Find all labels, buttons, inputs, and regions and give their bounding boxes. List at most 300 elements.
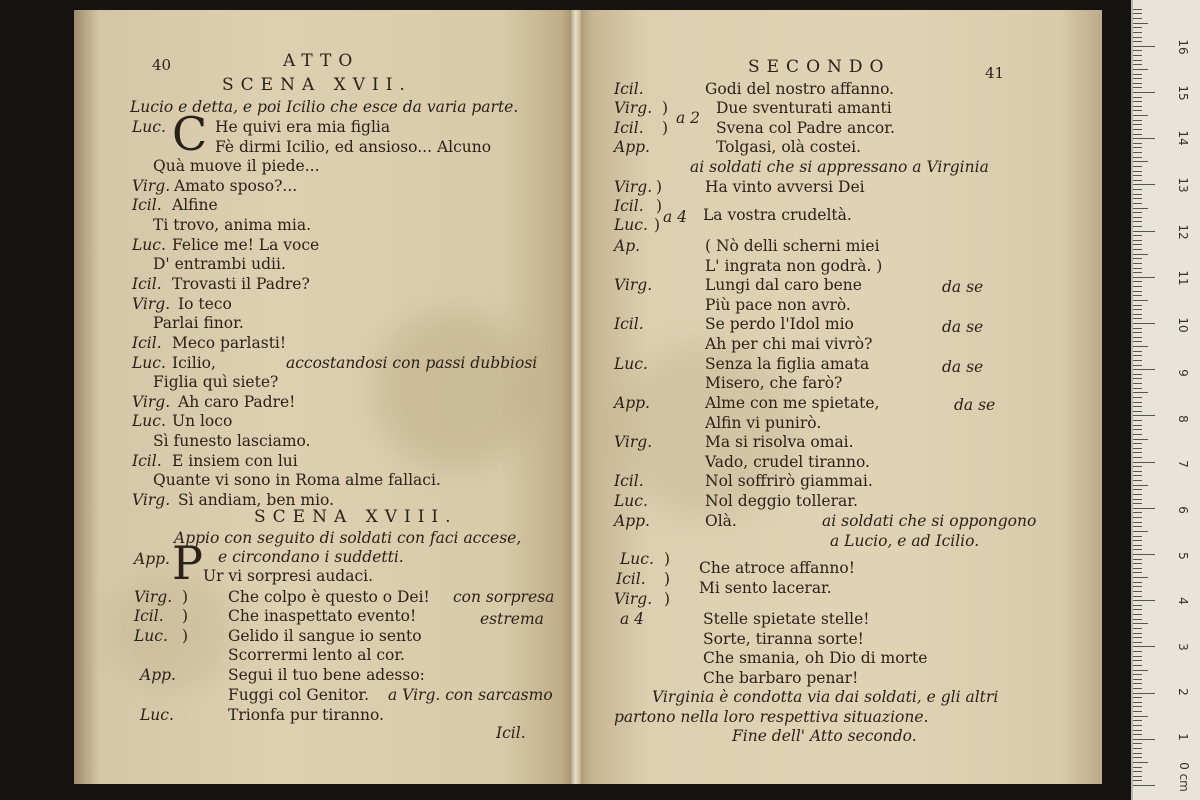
- ruler-tick: [1133, 129, 1142, 130]
- verse-line: Alfin vi punirò.: [705, 414, 822, 432]
- ruler-tick: [1133, 18, 1142, 19]
- verse-line: Vado, crudel tiranno.: [705, 453, 870, 471]
- verse-line: Nol soffrirò giammai.: [705, 472, 873, 490]
- ruler-tick: [1133, 392, 1148, 393]
- ruler-number: 8: [1176, 415, 1190, 423]
- ruler-tick: [1133, 489, 1142, 490]
- ruler-tick: [1133, 434, 1142, 435]
- ruler-tick: [1133, 23, 1148, 24]
- ruler-tick: [1133, 203, 1142, 204]
- ruler-tick: [1133, 157, 1142, 158]
- end-of-act: Fine dell' Atto secondo.: [732, 727, 917, 745]
- ensemble-marker: a 4: [663, 208, 688, 226]
- ruler-tick: [1133, 37, 1142, 38]
- ruler-number: 14: [1176, 130, 1190, 146]
- ruler-tick: [1133, 64, 1142, 65]
- ensemble-marker: a 4: [620, 610, 645, 628]
- speaker-label: App.: [614, 138, 650, 156]
- verse-line: Sorte, tiranna sorte!: [703, 630, 864, 648]
- ruler-tick: [1133, 572, 1142, 573]
- ruler-tick: [1133, 60, 1142, 61]
- ruler-tick: [1133, 249, 1142, 250]
- verse-line: Ha vinto avversi Dei: [705, 178, 865, 196]
- speaker-label: Luc.: [614, 355, 648, 373]
- ruler-number: 0 cm: [1177, 762, 1191, 792]
- closing-stage-direction: Virginia è condotta via dai soldati, e gli altri: [652, 688, 999, 706]
- ruler-tick: [1133, 780, 1142, 781]
- ruler-tick: [1133, 55, 1142, 56]
- ruler-tick: [1133, 480, 1142, 481]
- running-header-right: SECONDO: [748, 57, 891, 77]
- verse-line: Due sventurati amanti: [716, 99, 892, 117]
- ruler-tick: [1133, 286, 1142, 287]
- ruler-tick: [1133, 360, 1142, 361]
- ruler-number: 13: [1176, 177, 1190, 193]
- speaker-bracket: ): [182, 607, 189, 625]
- ruler-tick: [1133, 115, 1148, 116]
- speaker-label: Virg.: [132, 295, 171, 313]
- stage-direction-aside: accostandosi con passi dubbiosi: [286, 354, 538, 372]
- ruler-number: 2: [1176, 688, 1190, 696]
- speaker-label: Ap.: [614, 237, 641, 255]
- ruler-tick: [1133, 771, 1142, 772]
- speaker-label: Virg.: [614, 99, 653, 117]
- ruler-tick: [1133, 633, 1142, 634]
- ruler-tick: [1133, 545, 1142, 546]
- ruler-tick: [1133, 272, 1142, 273]
- scene-17-title: SCENA XVII.: [222, 75, 412, 95]
- ruler-tick: [1133, 231, 1155, 232]
- ruler-tick: [1133, 753, 1142, 754]
- ruler-tick: [1133, 679, 1142, 680]
- verse-line: Alfine: [172, 196, 218, 214]
- ruler-tick: [1133, 577, 1148, 578]
- speaker-label: Icil.: [614, 80, 644, 98]
- speaker-label: App.: [140, 666, 176, 684]
- speaker-label: Luc.: [140, 706, 174, 724]
- ruler-tick: [1133, 762, 1148, 763]
- ruler-tick: [1133, 540, 1142, 541]
- verse-line: L' ingrata non godrà. ): [705, 257, 883, 275]
- speaker-bracket: ): [656, 197, 663, 215]
- speaker-label: Luc.: [620, 550, 654, 568]
- verse-line: Meco parlasti!: [172, 334, 287, 352]
- ruler-tick: [1133, 563, 1142, 564]
- speaker-bracket: ): [662, 99, 669, 117]
- ruler-tick: [1133, 92, 1155, 93]
- ruler-tick: [1133, 646, 1155, 647]
- ruler-tick: [1133, 452, 1142, 453]
- ruler-tick: [1133, 688, 1142, 689]
- verse-line: Ur vi sorpresi audaci.: [203, 567, 374, 585]
- ruler-tick: [1133, 365, 1142, 366]
- ruler-tick: [1133, 402, 1142, 403]
- ruler-tick: [1133, 9, 1142, 10]
- verse-line: Ti trovo, anima mia.: [153, 216, 312, 234]
- ruler-tick: [1133, 600, 1155, 601]
- speaker-label: Virg.: [614, 178, 653, 196]
- speaker-label: Luc.: [134, 627, 168, 645]
- ruler-tick: [1133, 258, 1142, 259]
- ruler-tick: [1133, 596, 1142, 597]
- speaker-label: Icil.: [614, 119, 644, 137]
- closing-stage-direction: partono nella loro respettiva situazione.: [614, 708, 929, 726]
- ruler-tick: [1133, 415, 1155, 416]
- scene-18-direction: Appio con seguito di soldati con faci accese,: [174, 529, 522, 547]
- ruler-tick: [1133, 420, 1142, 421]
- speaker-label: Virg.: [134, 588, 173, 606]
- ruler-tick: [1133, 725, 1142, 726]
- ruler-number: 5: [1176, 552, 1190, 560]
- ruler-tick: [1133, 720, 1142, 721]
- ruler-tick: [1133, 531, 1148, 532]
- ruler-tick: [1133, 425, 1142, 426]
- verse-line: Mi sento lacerar.: [699, 579, 832, 597]
- ruler-tick: [1133, 549, 1142, 550]
- ruler-tick: [1133, 457, 1142, 458]
- ruler-tick: [1133, 374, 1142, 375]
- ruler-tick: [1133, 83, 1142, 84]
- measurement-ruler: [1131, 0, 1200, 800]
- ruler-tick: [1133, 475, 1142, 476]
- drop-cap-c: C: [172, 107, 208, 161]
- ruler-tick: [1133, 462, 1155, 463]
- ruler-tick: [1133, 32, 1142, 33]
- speaker-label: Icil.: [132, 275, 162, 293]
- ruler-tick: [1133, 559, 1142, 560]
- ruler-tick: [1133, 369, 1155, 370]
- verse-line: Sì andiam, ben mio.: [178, 491, 335, 509]
- verse-line: Amato sposo?...: [174, 177, 298, 195]
- verse-line: Nol deggio tollerar.: [705, 492, 858, 510]
- ruler-tick: [1133, 110, 1142, 111]
- speaker-bracket: ): [664, 550, 671, 568]
- ruler-tick: [1133, 508, 1155, 509]
- ruler-tick: [1133, 13, 1142, 14]
- ruler-tick: [1133, 767, 1142, 768]
- ruler-tick: [1133, 244, 1142, 245]
- ruler-tick: [1133, 748, 1142, 749]
- running-header-left: ATTO: [283, 51, 360, 71]
- ruler-tick: [1133, 466, 1142, 467]
- verse-line: Felice me! La voce: [172, 236, 320, 254]
- ruler-tick: [1133, 693, 1155, 694]
- drop-cap-p: P: [172, 536, 203, 590]
- ruler-tick: [1133, 586, 1142, 587]
- verse-line: Alme con me spietate,: [705, 394, 880, 412]
- stage-direction-aside: a Virg. con sarcasmo: [388, 686, 553, 704]
- stage-direction-aside: estrema: [480, 610, 544, 628]
- ruler-tick: [1133, 512, 1142, 513]
- ruler-tick: [1133, 124, 1142, 125]
- ruler-tick: [1133, 101, 1142, 102]
- verse-line: Misero, che farò?: [705, 374, 843, 392]
- ruler-tick: [1133, 785, 1155, 786]
- ruler-tick: [1133, 323, 1155, 324]
- ruler-tick: [1133, 106, 1142, 107]
- ruler-number: 10: [1176, 317, 1190, 333]
- ruler-tick: [1133, 328, 1142, 329]
- ruler-tick: [1133, 346, 1148, 347]
- ensemble-marker: a 2: [676, 109, 701, 127]
- speaker-label: App.: [134, 550, 170, 568]
- speaker-label: App.: [614, 394, 650, 412]
- verse-line: Ah per chi mai vivrò?: [705, 335, 873, 353]
- ruler-tick: [1133, 341, 1142, 342]
- page-number-left: 40: [152, 56, 172, 74]
- verse-line: Se perdo l'Idol mio: [705, 315, 854, 333]
- verse-line: Stelle spietate stelle!: [703, 610, 870, 628]
- ruler-tick: [1133, 757, 1142, 758]
- ruler-tick: [1133, 568, 1142, 569]
- ruler-tick: [1133, 74, 1142, 75]
- ruler-tick: [1133, 332, 1142, 333]
- verse-line: Ma si risolva omai.: [705, 433, 854, 451]
- ruler-number: 11: [1176, 270, 1190, 286]
- ruler-tick: [1133, 619, 1142, 620]
- ruler-tick: [1133, 355, 1142, 356]
- speaker-bracket: ): [664, 590, 671, 608]
- speaker-label: Virg.: [132, 177, 171, 195]
- verse-line: He quivi era mia figlia: [215, 118, 391, 136]
- ruler-tick: [1133, 706, 1142, 707]
- verse-line: Segui il tuo bene adesso:: [228, 666, 425, 684]
- ruler-tick: [1133, 582, 1142, 583]
- ruler-tick: [1133, 291, 1142, 292]
- catchword: Icil.: [496, 724, 526, 742]
- verse-line: Lungi dal caro bene: [705, 276, 862, 294]
- ruler-tick: [1133, 716, 1148, 717]
- verse-line: Parlai finor.: [153, 314, 244, 332]
- stage-direction-aside: da se: [954, 396, 996, 414]
- ruler-tick: [1133, 134, 1142, 135]
- ruler-tick: [1133, 499, 1142, 500]
- ruler-tick: [1133, 277, 1155, 278]
- speaker-label: Luc.: [614, 492, 648, 510]
- speaker-label: Icil.: [614, 472, 644, 490]
- ruler-tick: [1133, 180, 1142, 181]
- ruler-tick: [1133, 665, 1142, 666]
- ruler-tick: [1133, 78, 1142, 79]
- ruler-tick: [1133, 591, 1142, 592]
- verse-line: Tolgasi, olà costei.: [716, 138, 862, 156]
- ruler-tick: [1133, 318, 1142, 319]
- speaker-label: App.: [614, 512, 650, 530]
- ruler-tick: [1133, 623, 1148, 624]
- ruler-tick: [1133, 46, 1155, 47]
- ruler-tick: [1133, 674, 1142, 675]
- ruler-tick: [1133, 69, 1148, 70]
- speaker-label: Icil.: [614, 197, 644, 215]
- verse-line: Olà.: [705, 512, 737, 530]
- ruler-tick: [1133, 651, 1142, 652]
- ruler-tick: [1133, 683, 1142, 684]
- verse-line: Che smania, oh Dio di morte: [703, 649, 928, 667]
- ruler-number: 9: [1176, 369, 1190, 377]
- speaker-label: Icil.: [132, 196, 162, 214]
- ruler-tick: [1133, 448, 1142, 449]
- verse-line: Trionfa pur tiranno.: [228, 706, 384, 724]
- ruler-tick: [1133, 309, 1142, 310]
- ruler-tick: [1133, 120, 1142, 121]
- ruler-number: 16: [1176, 39, 1190, 55]
- speaker-label: Virg.: [614, 433, 653, 451]
- stage-direction-aside: da se: [942, 358, 984, 376]
- speaker-bracket: ): [662, 119, 669, 137]
- speaker-label: Luc.: [614, 216, 648, 234]
- scene-17-direction: Lucio e detta, e poi Icilio che esce da varia parte.: [130, 98, 519, 116]
- ruler-tick: [1133, 378, 1142, 379]
- ruler-tick: [1133, 235, 1142, 236]
- ruler-tick: [1133, 526, 1142, 527]
- ruler-tick: [1133, 194, 1142, 195]
- ruler-tick: [1133, 383, 1142, 384]
- ruler-tick: [1133, 212, 1142, 213]
- ruler-tick: [1133, 268, 1142, 269]
- scene-18-direction: e circondano i suddetti.: [218, 548, 404, 566]
- ruler-tick: [1133, 743, 1142, 744]
- ruler-number: 12: [1176, 224, 1190, 240]
- stage-direction-aside: con sorpresa: [453, 588, 555, 606]
- ruler-tick: [1133, 776, 1142, 777]
- ruler-tick: [1133, 443, 1142, 444]
- ruler-tick: [1133, 147, 1142, 148]
- speaker-label: Virg.: [132, 393, 171, 411]
- ruler-tick: [1133, 143, 1142, 144]
- speaker-label: Icil.: [616, 570, 646, 588]
- stage-direction-aside: da se: [942, 278, 984, 296]
- speaker-label: Icil.: [134, 607, 164, 625]
- speaker-label: Luc.: [132, 118, 166, 136]
- ruler-tick: [1133, 739, 1155, 740]
- ruler-tick: [1133, 305, 1142, 306]
- ruler-number: 4: [1176, 597, 1190, 605]
- verse-line: Figlia quì siete?: [153, 373, 279, 391]
- ruler-tick: [1133, 263, 1142, 264]
- ruler-tick: [1133, 697, 1142, 698]
- speaker-label: Icil.: [132, 334, 162, 352]
- verse-line: D' entrambi udii.: [153, 255, 286, 273]
- ruler-tick: [1133, 406, 1142, 407]
- speaker-bracket: ): [654, 216, 661, 234]
- ruler-tick: [1133, 171, 1142, 172]
- speaker-label: Luc.: [132, 354, 166, 372]
- verse-line: Che colpo è questo o Dei!: [228, 588, 430, 606]
- ruler-tick: [1133, 161, 1148, 162]
- verse-line: Trovasti il Padre?: [172, 275, 310, 293]
- ruler-tick: [1133, 471, 1142, 472]
- ruler-tick: [1133, 351, 1142, 352]
- ruler-tick: [1133, 730, 1142, 731]
- verse-line: Fuggi col Genitor.: [228, 686, 370, 704]
- verse-line: Svena col Padre ancor.: [716, 119, 895, 137]
- speaker-label: Icil.: [132, 452, 162, 470]
- verse-line: Godi del nostro affanno.: [705, 80, 895, 98]
- ruler-tick: [1133, 217, 1142, 218]
- verse-line: Che inaspettato evento!: [228, 607, 417, 625]
- ruler-tick: [1133, 522, 1142, 523]
- verse-line: Che atroce affanno!: [699, 559, 855, 577]
- stage-direction-aside: da se: [942, 318, 984, 336]
- ruler-tick: [1133, 221, 1142, 222]
- ruler-tick: [1133, 27, 1142, 28]
- verse-line: La vostra crudeltà.: [703, 206, 852, 224]
- ruler-tick: [1133, 485, 1148, 486]
- verse-line: Fè dirmi Icilio, ed ansioso... Alcuno: [215, 138, 492, 156]
- ruler-tick: [1133, 166, 1142, 167]
- speaker-label: Virg.: [614, 276, 653, 294]
- page-number-right: 41: [985, 64, 1005, 82]
- verse-line: Io teco: [178, 295, 232, 313]
- ruler-tick: [1133, 734, 1142, 735]
- verse-line: Un loco: [172, 412, 233, 430]
- verse-line: Che barbaro penar!: [703, 669, 859, 687]
- ruler-tick: [1133, 609, 1142, 610]
- ruler-tick: [1133, 240, 1142, 241]
- ruler-tick: [1133, 536, 1142, 537]
- ruler-tick: [1133, 300, 1148, 301]
- verse-line: Scorrermi lento al cor.: [228, 646, 405, 664]
- speaker-bracket: ): [182, 588, 189, 606]
- scene-18-title: SCENA XVIII.: [254, 507, 458, 527]
- ruler-number: 15: [1176, 85, 1190, 101]
- ruler-tick: [1133, 429, 1142, 430]
- ruler-tick: [1133, 711, 1142, 712]
- verse-line: Sì funesto lasciamo.: [153, 432, 311, 450]
- speaker-label: Virg.: [614, 590, 653, 608]
- stage-direction-aside: ai soldati che si oppongono: [822, 512, 1037, 530]
- ruler-tick: [1133, 656, 1142, 657]
- ruler-tick: [1133, 226, 1142, 227]
- ruler-tick: [1133, 138, 1155, 139]
- stage-direction-aside: ai soldati che si appressano a Virginia: [690, 158, 989, 176]
- ruler-tick: [1133, 411, 1142, 412]
- speaker-label: Luc.: [132, 236, 166, 254]
- ruler-tick: [1133, 614, 1142, 615]
- verse-line: Gelido il sangue io sento: [228, 627, 422, 645]
- ruler-tick: [1133, 41, 1142, 42]
- ruler-tick: [1133, 517, 1142, 518]
- ruler-tick: [1133, 175, 1142, 176]
- ruler-tick: [1133, 152, 1142, 153]
- verse-line: Senza la figlia amata: [705, 355, 870, 373]
- speaker-bracket: ): [664, 570, 671, 588]
- verse-line: E insiem con lui: [172, 452, 298, 470]
- ruler-tick: [1133, 87, 1142, 88]
- ruler-tick: [1133, 670, 1148, 671]
- ruler-number: 7: [1176, 460, 1190, 468]
- ruler-tick: [1133, 494, 1142, 495]
- speaker-label: Virg.: [132, 491, 171, 509]
- ruler-tick: [1133, 605, 1142, 606]
- verse-line: Quà muove il piede...: [153, 157, 320, 175]
- ruler-tick: [1133, 503, 1142, 504]
- verse-line: ( Nò delli scherni miei: [705, 237, 880, 255]
- verse-line: Quante vi sono in Roma alme fallaci.: [153, 471, 441, 489]
- speaker-bracket: ): [182, 627, 189, 645]
- ruler-tick: [1133, 198, 1142, 199]
- speaker-label: Luc.: [132, 412, 166, 430]
- ruler-tick: [1133, 337, 1142, 338]
- ruler-tick: [1133, 254, 1148, 255]
- ruler-tick: [1133, 295, 1142, 296]
- ruler-tick: [1133, 702, 1142, 703]
- ruler-tick: [1133, 642, 1142, 643]
- ruler-tick: [1133, 660, 1142, 661]
- book-gutter: [571, 10, 581, 784]
- ruler-number: 3: [1176, 643, 1190, 651]
- verse-line: Più pace non avrò.: [705, 296, 851, 314]
